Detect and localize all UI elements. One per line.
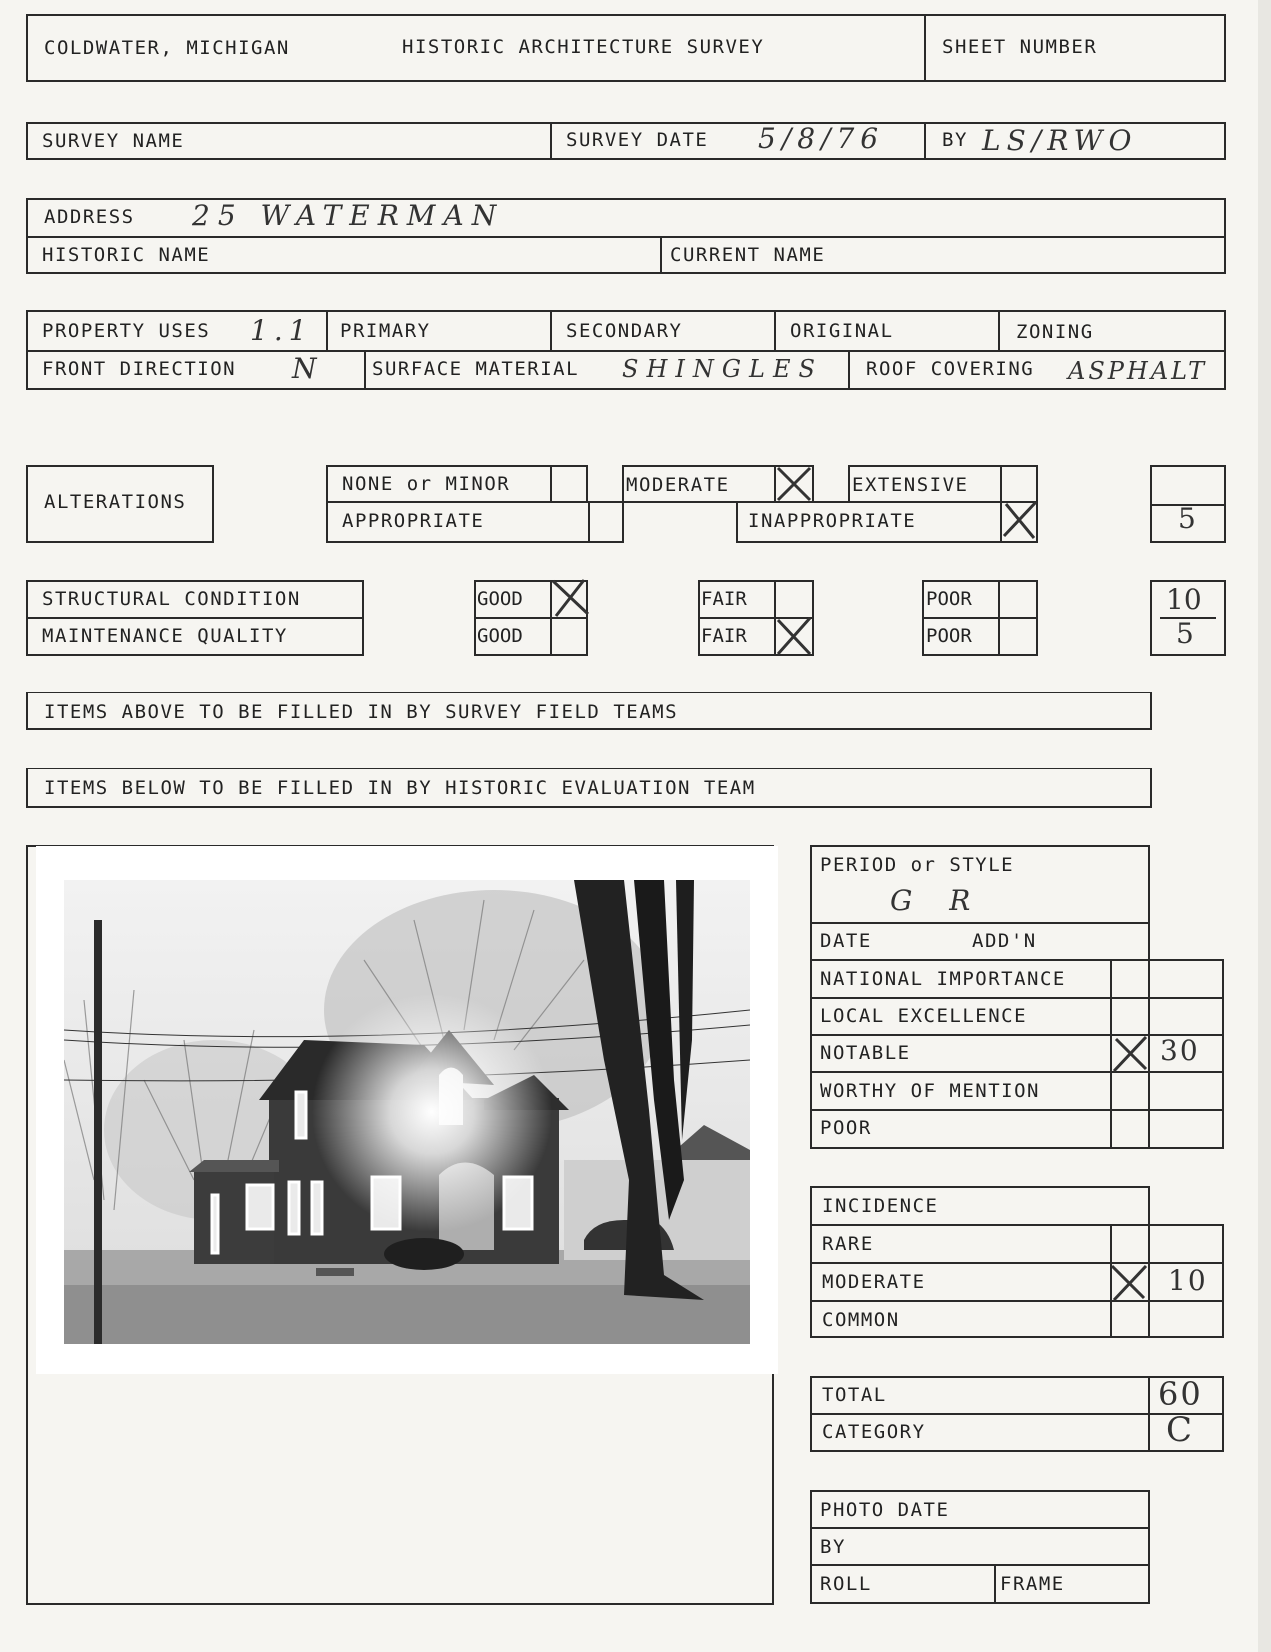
date-label: DATE xyxy=(820,930,872,952)
period-divider xyxy=(810,922,1150,924)
poor-check-divider xyxy=(998,580,1000,656)
below-note: ITEMS BELOW TO BE FILLED IN BY HISTORIC EVALUATION TEAM xyxy=(44,777,756,799)
maintenance-fair-check-mark xyxy=(774,616,814,656)
survey-date-label: SURVEY DATE xyxy=(566,129,709,151)
local-excellence-label: LOCAL EXCELLENCE xyxy=(820,1005,1028,1027)
structural-good-check-mark xyxy=(550,578,590,618)
name-divider xyxy=(660,236,662,274)
none-minor-check-divider xyxy=(550,465,552,503)
property-uses-value: 1.1 xyxy=(250,314,313,347)
frame-label: FRAME xyxy=(1000,1573,1065,1595)
inappropriate-label: INAPPROPRIATE xyxy=(748,510,917,532)
poor-divider xyxy=(922,617,1038,619)
structural-score: 10 xyxy=(1166,583,1202,616)
total-label: TOTAL xyxy=(822,1384,887,1406)
photo-info-line-1 xyxy=(810,1527,1150,1529)
maintenance-score: 5 xyxy=(1176,617,1200,650)
survey-divider-2 xyxy=(924,122,926,160)
alterations-label: ALTERATIONS xyxy=(44,491,187,513)
header-divider xyxy=(924,14,926,82)
structural-condition-label: STRUCTURAL CONDITION xyxy=(42,588,301,610)
appropriate-label: APPROPRIATE xyxy=(342,510,485,532)
survey-name-label: SURVEY NAME xyxy=(42,130,185,152)
survey-by-label: BY xyxy=(942,129,968,151)
maintenance-fair-label: FAIR xyxy=(701,625,747,647)
survey-title: HISTORIC ARCHITECTURE SURVEY xyxy=(402,36,765,58)
category-value: C xyxy=(1166,1410,1199,1450)
address-divider xyxy=(26,236,1226,238)
maintenance-good-label: GOOD xyxy=(477,625,523,647)
front-direction-value: N xyxy=(292,352,323,385)
photo-by-label: BY xyxy=(820,1536,846,1558)
above-note: ITEMS ABOVE TO BE FILLED IN BY SURVEY FIELD TEAMS xyxy=(44,701,679,723)
category-label: CATEGORY xyxy=(822,1421,926,1443)
roof-covering-value: ASPHALT xyxy=(1068,357,1208,385)
surface-divider-2 xyxy=(848,350,850,390)
importance-top-extension xyxy=(1150,959,1224,961)
maintenance-poor-label: POOR xyxy=(926,625,972,647)
totals-divider xyxy=(810,1413,1224,1415)
roll-label: ROLL xyxy=(820,1573,872,1595)
uses-divider-2 xyxy=(550,310,552,350)
photo-date-label: PHOTO DATE xyxy=(820,1499,950,1521)
surface-material-label: SURFACE MATERIAL xyxy=(372,358,580,380)
maintenance-quality-label: MAINTENANCE QUALITY xyxy=(42,625,288,647)
poor-evaluation-label: POOR xyxy=(820,1117,872,1139)
historic-name-label: HISTORIC NAME xyxy=(42,244,211,266)
incidence-moderate-check-mark xyxy=(1108,1262,1148,1302)
structural-poor-label: POOR xyxy=(926,588,972,610)
roof-covering-label: ROOF COVERING xyxy=(866,358,1035,380)
rare-label: RARE xyxy=(822,1233,874,1255)
zoning-label: ZONING xyxy=(1016,321,1094,343)
notable-score: 30 xyxy=(1160,1034,1200,1067)
front-direction-label: FRONT DIRECTION xyxy=(42,358,237,380)
moderate-label: MODERATE xyxy=(626,474,730,496)
incidence-line-2 xyxy=(810,1300,1224,1302)
roll-frame-divider xyxy=(994,1564,996,1604)
property-divider xyxy=(26,350,1226,352)
structural-fair-label: FAIR xyxy=(701,588,747,610)
incidence-moderate-label: MODERATE xyxy=(822,1271,926,1293)
period-label: PERIOD or STYLE xyxy=(820,854,1015,876)
incidence-moderate-score: 10 xyxy=(1168,1264,1208,1297)
importance-line-1 xyxy=(810,997,1224,999)
uses-divider-3 xyxy=(774,310,776,350)
appropriate-check-divider xyxy=(588,501,590,543)
uses-divider-1 xyxy=(326,310,328,350)
alterations-score: 5 xyxy=(1178,502,1202,535)
notable-check-mark xyxy=(1110,1033,1150,1073)
period-value: G R xyxy=(890,884,985,917)
surface-divider-1 xyxy=(364,350,366,390)
address-value: 25 WATERMAN xyxy=(192,199,505,232)
original-label: ORIGINAL xyxy=(790,320,894,342)
none-minor-label: NONE or MINOR xyxy=(342,473,511,495)
survey-date-value: 5/8/76 xyxy=(758,122,885,155)
inappropriate-check-mark xyxy=(1000,500,1040,540)
common-label: COMMON xyxy=(822,1309,900,1331)
extensive-label: EXTENSIVE xyxy=(852,474,969,496)
current-name-label: CURRENT NAME xyxy=(670,244,826,266)
sheet-number-label: SHEET NUMBER xyxy=(942,36,1098,58)
worthy-label: WORTHY OF MENTION xyxy=(820,1080,1040,1102)
structural-good-label: GOOD xyxy=(477,588,523,610)
moderate-check-mark xyxy=(774,464,814,504)
survey-by-value: LS/RWO xyxy=(982,124,1138,157)
page-edge xyxy=(1258,0,1271,1652)
surface-material-value: SHINGLES xyxy=(622,355,823,383)
total-value: 60 xyxy=(1158,1375,1203,1413)
address-label: ADDRESS xyxy=(44,206,135,228)
survey-divider-1 xyxy=(550,122,552,160)
addn-label: ADD'N xyxy=(972,930,1037,952)
city-label: COLDWATER, MICHIGAN xyxy=(44,37,290,59)
condition-label-divider xyxy=(26,617,364,619)
primary-label: PRIMARY xyxy=(340,320,431,342)
incidence-score-divider xyxy=(1148,1224,1150,1338)
totals-score-divider xyxy=(1148,1376,1150,1452)
incidence-line-1 xyxy=(810,1262,1224,1264)
national-importance-label: NATIONAL IMPORTANCE xyxy=(820,968,1066,990)
uses-divider-4 xyxy=(998,310,1000,350)
notable-label: NOTABLE xyxy=(820,1042,911,1064)
house-photograph xyxy=(36,846,778,1374)
importance-line-4 xyxy=(810,1109,1224,1111)
house-photo-image xyxy=(64,880,750,1344)
secondary-label: SECONDARY xyxy=(566,320,683,342)
photo-info-line-2 xyxy=(810,1564,1150,1566)
importance-line-3 xyxy=(810,1071,1224,1073)
extensive-check-divider xyxy=(1000,465,1002,503)
incidence-label: INCIDENCE xyxy=(822,1195,939,1217)
property-uses-label: PROPERTY USES xyxy=(42,320,211,342)
